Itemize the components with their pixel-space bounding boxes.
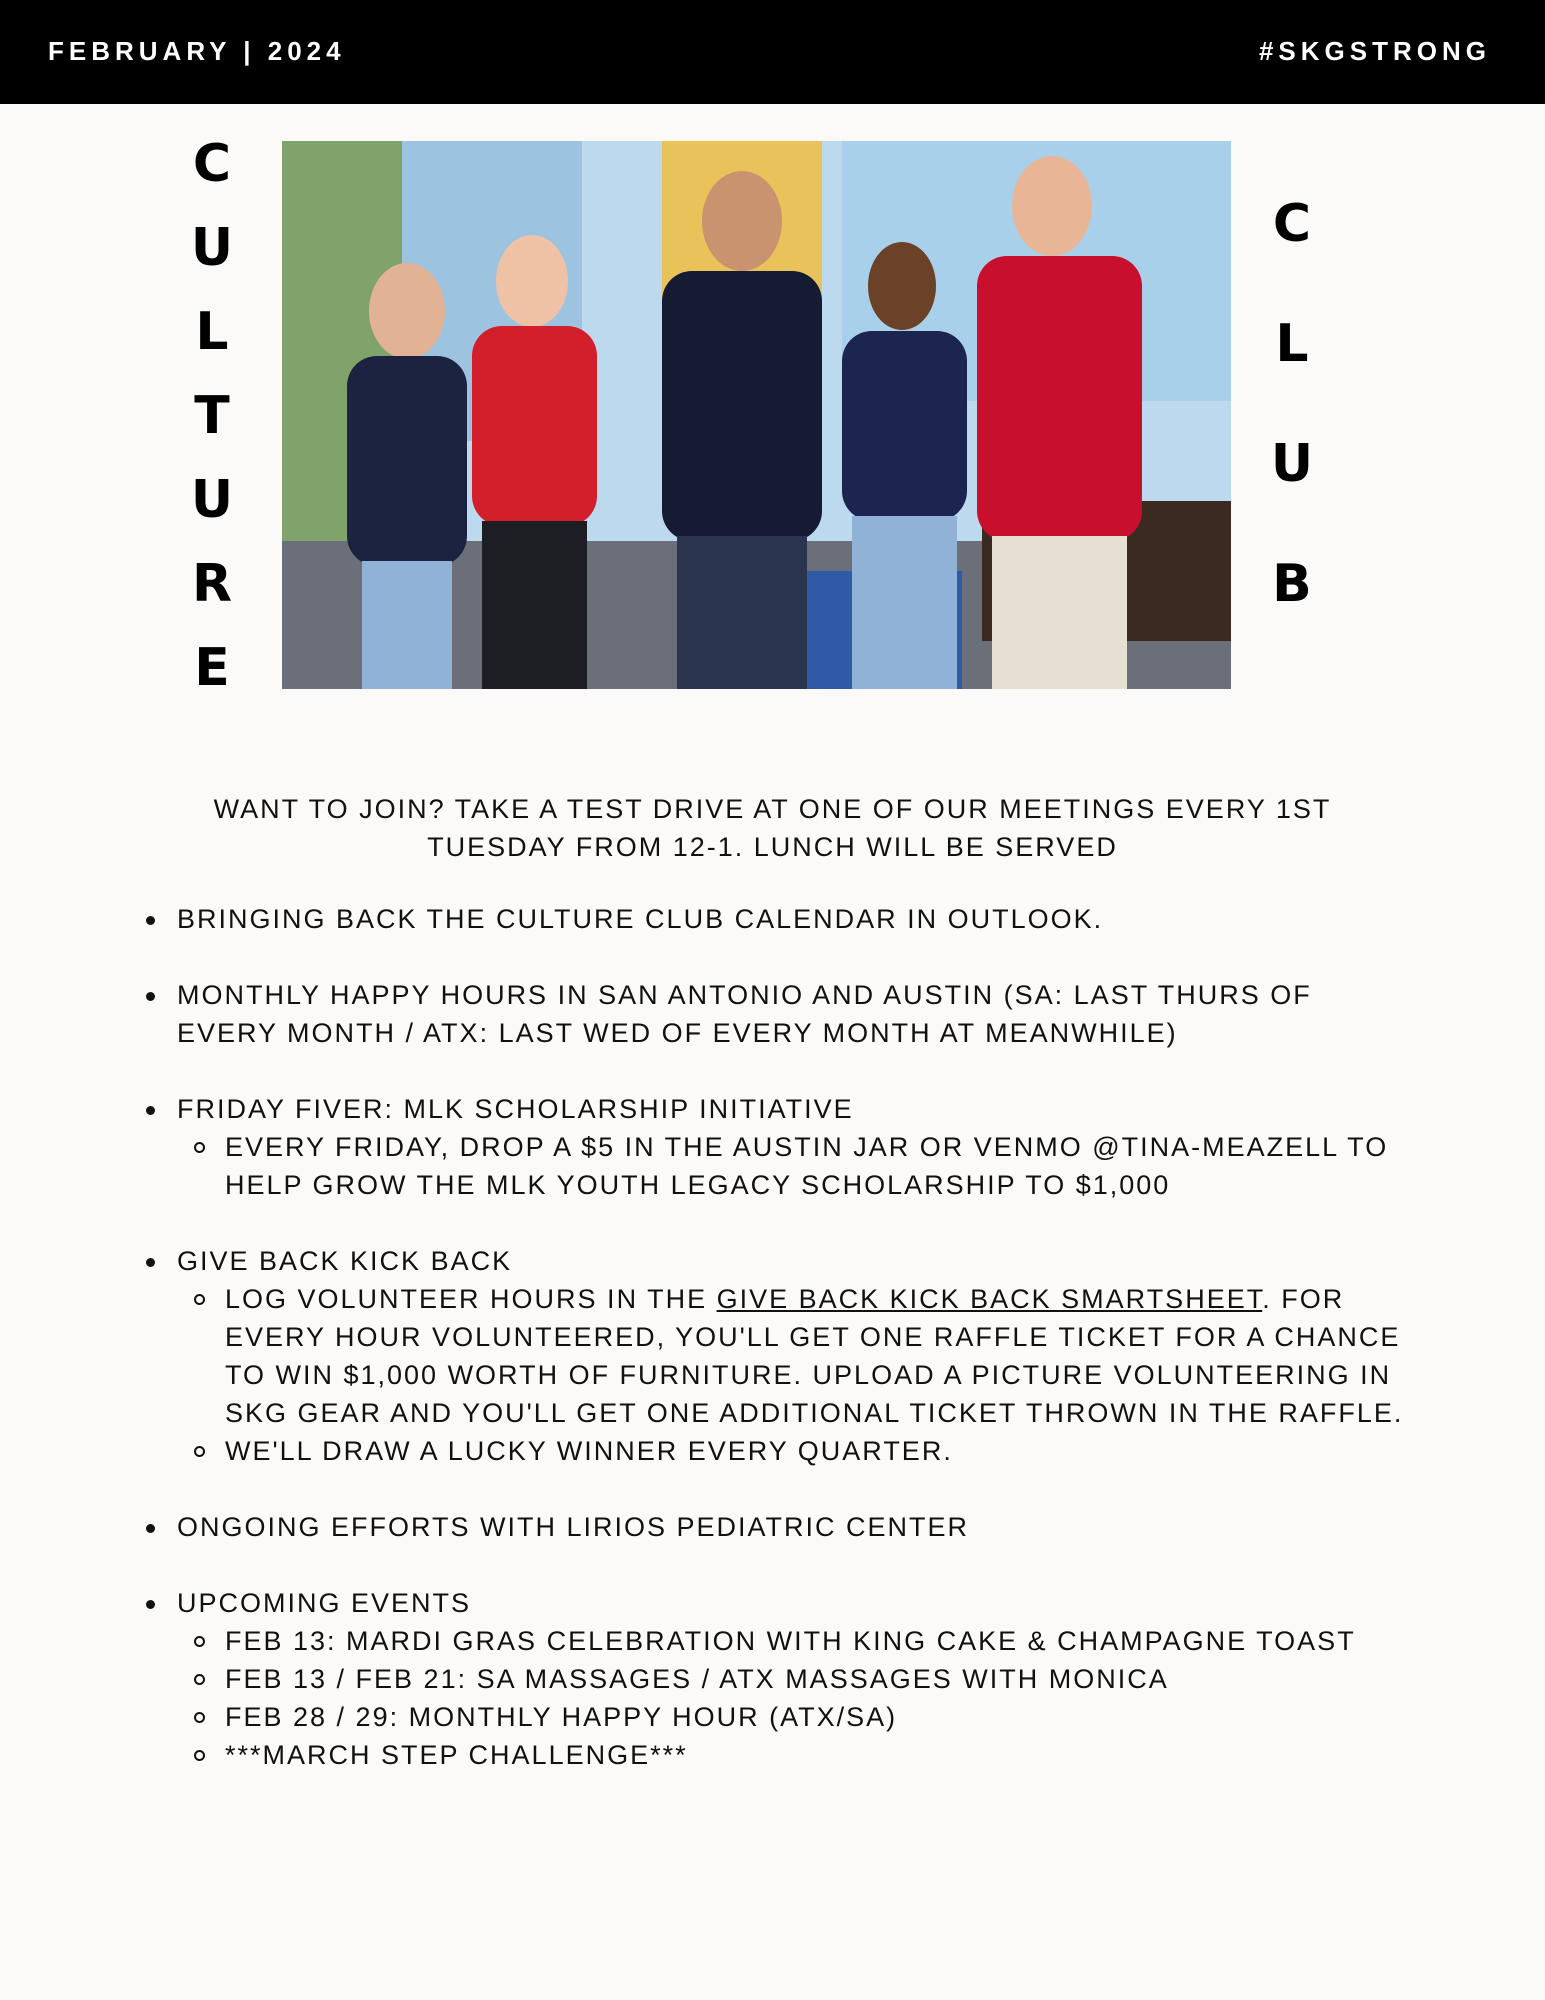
sub-bullet-icon — [194, 1674, 205, 1685]
item-text: UPCOMING EVENTS — [177, 1588, 472, 1618]
sub-bullet-icon — [194, 1750, 205, 1761]
list-item — [142, 1090, 1412, 1204]
newsletter-date: FEBRUARY | 2024 — [48, 36, 346, 66]
bullet-icon — [146, 1524, 155, 1533]
intro-line: WANT TO JOIN? TAKE A TEST DRIVE AT ONE OF OUR MEETINGS EVERY 1ST — [213, 794, 1332, 824]
item-text: GIVE BACK KICK BACK — [177, 1246, 513, 1276]
title-letter: C — [192, 134, 232, 194]
title-letter: C — [1272, 194, 1312, 254]
join-invitation — [140, 790, 1405, 866]
title-letter: R — [191, 554, 233, 614]
sub-item-text: LOG VOLUNTEER HOURS IN THE — [225, 1284, 717, 1314]
group-photo — [282, 141, 1231, 689]
header-bar — [0, 0, 1545, 104]
event-item — [142, 1736, 1412, 1774]
bullet-list — [142, 900, 1412, 1812]
event-text: ***MARCH STEP CHALLENGE*** — [225, 1740, 688, 1770]
list-item — [142, 1242, 1412, 1470]
intro-line: TUESDAY FROM 12-1. LUNCH WILL BE SERVED — [427, 832, 1118, 862]
club-vertical-title — [1266, 182, 1318, 662]
title-letter: U — [190, 470, 234, 530]
sub-item — [142, 1128, 1412, 1204]
list-item — [142, 900, 1412, 938]
sub-item-text: WE'LL DRAW A LUCKY WINNER EVERY QUARTER. — [225, 1436, 953, 1466]
bullet-icon — [146, 1106, 155, 1115]
list-item — [142, 1508, 1412, 1546]
event-item — [142, 1660, 1412, 1698]
smartsheet-link[interactable]: GIVE BACK KICK BACK SMARTSHEET — [716, 1284, 1263, 1314]
bullet-icon — [146, 916, 155, 925]
title-letter: E — [194, 638, 230, 698]
title-letter: L — [195, 302, 229, 362]
bullet-icon — [146, 1600, 155, 1609]
sub-bullet-icon — [194, 1446, 205, 1457]
sub-bullet-icon — [194, 1636, 205, 1647]
title-letter: U — [1270, 434, 1314, 494]
sub-item-text: EVERY FRIDAY, DROP A $5 IN THE AUSTIN JAR OR VENMO @TINA-MEAZELL TO HELP GROW THE MLK YOUTH LEGACY SCHOLARSHIP TO $1,000 — [225, 1132, 1389, 1200]
title-letter: U — [190, 218, 234, 278]
culture-vertical-title — [186, 122, 238, 710]
item-text: ONGOING EFFORTS WITH LIRIOS PEDIATRIC CENTER — [177, 1512, 970, 1542]
title-letter: B — [1272, 554, 1312, 614]
hashtag: #SKGSTRONG — [1258, 36, 1491, 66]
bullet-icon — [146, 992, 155, 1001]
item-text: FRIDAY FIVER: MLK SCHOLARSHIP INITIATIVE — [177, 1094, 854, 1124]
event-item — [142, 1698, 1412, 1736]
event-item — [142, 1622, 1412, 1660]
event-text: FEB 28 / 29: MONTHLY HAPPY HOUR (ATX/SA) — [225, 1702, 898, 1732]
sub-item — [142, 1432, 1412, 1470]
title-letter: L — [1275, 314, 1309, 374]
sub-bullet-icon — [194, 1142, 205, 1153]
sub-item-text: . FOR EVERY HOUR VOLUNTEERED, YOU'LL GET ONE RAFFLE TICKET FOR A CHANCE TO WIN $1,000 WORTH OF FURNITURE. UPLOAD A PICTURE VOLUNTEERING IN SKG GEAR AND YOU'LL GET ONE ADDITIONAL TICKET THROWN IN THE RAFFLE. — [225, 1284, 1404, 1428]
bullet-icon — [146, 1258, 155, 1267]
event-text: FEB 13 / FEB 21: SA MASSAGES / ATX MASSAGES WITH MONICA — [225, 1664, 1169, 1694]
list-item — [142, 1584, 1412, 1774]
sub-bullet-icon — [194, 1712, 205, 1723]
item-text: MONTHLY HAPPY HOURS IN SAN ANTONIO AND AUSTIN (SA: LAST THURS OF EVERY MONTH / ATX: LAST WED OF EVERY MONTH AT MEANWHILE) — [177, 980, 1312, 1048]
event-text: FEB 13: MARDI GRAS CELEBRATION WITH KING CAKE & CHAMPAGNE TOAST — [225, 1626, 1356, 1656]
list-item — [142, 976, 1412, 1052]
item-text: BRINGING BACK THE CULTURE CLUB CALENDAR IN OUTLOOK. — [177, 904, 1104, 934]
title-letter: T — [194, 386, 230, 446]
sub-bullet-icon — [194, 1294, 205, 1305]
sub-item — [142, 1280, 1412, 1432]
